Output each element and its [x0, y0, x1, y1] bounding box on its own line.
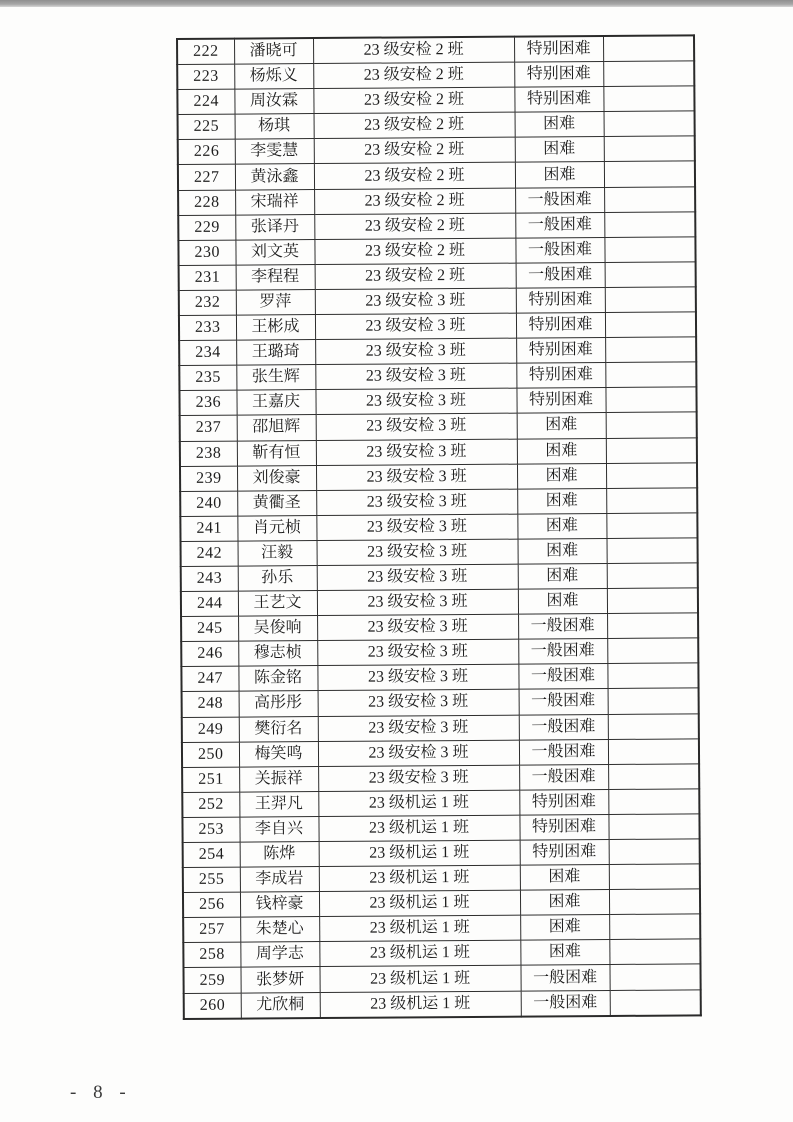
table-row [179, 387, 696, 416]
student-name-cell: 罗萍 [236, 289, 315, 315]
row-number-cell: 239 [180, 466, 237, 491]
class-name-cell: 23 级安检 2 班 [314, 112, 515, 138]
student-name-cell: 钱梓豪 [240, 892, 319, 918]
difficulty-level-cell: 一般困难 [515, 187, 604, 213]
difficulty-level-cell: 一般困难 [516, 262, 605, 288]
difficulty-level-cell: 一般困难 [519, 764, 608, 790]
table-row [179, 312, 696, 341]
student-name-cell: 王艺文 [238, 591, 317, 617]
class-name-cell: 23 级安检 3 班 [316, 489, 517, 515]
row-number-cell: 237 [180, 415, 237, 440]
difficulty-level-cell: 特别困难 [516, 338, 605, 364]
row-number-cell: 223 [177, 64, 234, 89]
student-name-cell: 张梦妍 [240, 967, 319, 993]
class-name-cell: 23 级安检 2 班 [313, 62, 514, 88]
row-number-cell: 232 [179, 290, 236, 315]
row-number-cell: 240 [180, 491, 237, 516]
difficulty-level-cell: 特别困难 [514, 62, 603, 88]
class-name-cell: 23 级安检 2 班 [314, 213, 515, 239]
note-cell [604, 136, 695, 162]
difficulty-level-cell: 困难 [518, 538, 607, 564]
difficulty-level-cell: 特别困难 [519, 789, 608, 815]
row-number-cell: 231 [179, 265, 236, 290]
class-name-cell: 23 级机运 1 班 [319, 940, 520, 966]
note-cell [606, 437, 697, 463]
row-number-cell: 235 [179, 365, 236, 390]
student-name-cell: 陈金铭 [238, 666, 317, 692]
row-number-cell: 245 [181, 616, 238, 641]
student-name-cell: 王嘉庆 [236, 390, 315, 416]
student-name-cell: 樊衍名 [239, 716, 318, 742]
table-row [182, 789, 699, 818]
difficulty-level-cell: 困难 [515, 112, 604, 138]
difficulty-level-cell: 特别困难 [519, 814, 608, 840]
class-name-cell: 23 级机运 1 班 [318, 790, 519, 816]
student-name-cell: 黄衢圣 [237, 490, 316, 516]
row-number-cell: 244 [181, 591, 238, 616]
table-row [177, 86, 694, 115]
difficulty-level-cell: 困难 [515, 137, 604, 163]
note-cell [605, 362, 696, 388]
student-name-cell: 高彤彤 [239, 691, 318, 717]
row-number-cell: 224 [177, 89, 234, 114]
row-number-cell: 253 [182, 817, 239, 842]
student-name-cell: 关振祥 [239, 766, 318, 792]
student-name-cell: 王彬成 [236, 315, 315, 341]
student-roster-table-wrap [176, 34, 702, 1019]
row-number-cell: 247 [181, 666, 238, 691]
difficulty-level-cell: 一般困难 [521, 990, 610, 1016]
class-name-cell: 23 级安检 3 班 [317, 664, 518, 690]
table-row [178, 136, 695, 165]
student-name-cell: 周学志 [240, 942, 319, 968]
table-row [178, 161, 695, 190]
student-name-cell: 肖元桢 [237, 515, 316, 541]
student-name-cell: 吴俊响 [238, 616, 317, 642]
note-cell [604, 161, 695, 187]
student-name-cell: 李雯慧 [235, 139, 314, 165]
row-number-cell: 227 [178, 165, 235, 190]
note-cell [603, 35, 694, 61]
note-cell [610, 989, 701, 1015]
note-cell [608, 738, 699, 764]
table-row [180, 437, 697, 466]
student-name-cell: 杨烁义 [234, 64, 313, 90]
class-name-cell: 23 级安检 3 班 [317, 639, 518, 665]
table-row [182, 764, 699, 793]
table-row [181, 663, 698, 692]
class-name-cell: 23 级安检 3 班 [315, 363, 516, 389]
difficulty-level-cell: 一般困难 [518, 664, 607, 690]
student-name-cell: 靳有恒 [237, 440, 316, 466]
note-cell [605, 312, 696, 338]
student-name-cell: 李自兴 [239, 816, 318, 842]
difficulty-level-cell: 困难 [517, 463, 606, 489]
class-name-cell: 23 级安检 3 班 [315, 313, 516, 339]
class-name-cell: 23 级安检 3 班 [315, 338, 516, 364]
row-number-cell: 222 [177, 39, 234, 65]
student-name-cell: 梅笑鸣 [239, 741, 318, 767]
class-name-cell: 23 级机运 1 班 [319, 915, 520, 941]
table-row [183, 939, 700, 968]
note-cell [609, 839, 700, 865]
table-row [180, 462, 697, 491]
table-row [180, 513, 697, 542]
difficulty-level-cell: 一般困难 [520, 965, 609, 991]
difficulty-level-cell: 一般困难 [518, 614, 607, 640]
difficulty-level-cell: 困难 [517, 413, 606, 439]
row-number-cell: 229 [178, 215, 235, 240]
difficulty-level-cell: 困难 [517, 438, 606, 464]
student-name-cell: 潘晓可 [234, 38, 313, 64]
student-name-cell: 王璐琦 [236, 340, 315, 366]
class-name-cell: 23 级安检 3 班 [315, 388, 516, 414]
note-cell [607, 563, 698, 589]
difficulty-level-cell: 困难 [520, 915, 609, 941]
table-row [183, 889, 700, 918]
difficulty-level-cell: 一般困难 [515, 237, 604, 263]
class-name-cell: 23 级安检 2 班 [314, 238, 515, 264]
row-number-cell: 257 [183, 917, 240, 942]
table-row [177, 61, 694, 90]
note-cell [609, 964, 700, 990]
note-cell [609, 939, 700, 965]
table-row [178, 212, 695, 241]
row-number-cell: 252 [182, 792, 239, 817]
difficulty-level-cell: 一般困难 [519, 689, 608, 715]
difficulty-level-cell: 特别困难 [516, 313, 605, 339]
class-name-cell: 23 级安检 2 班 [315, 263, 516, 289]
table-row [181, 563, 698, 592]
difficulty-level-cell: 特别困难 [516, 287, 605, 313]
class-name-cell: 23 级安检 2 班 [314, 188, 515, 214]
note-cell [604, 186, 695, 212]
class-name-cell: 23 级安检 2 班 [313, 37, 514, 64]
student-name-cell: 尤欣桐 [241, 992, 320, 1018]
student-name-cell: 宋瑞祥 [235, 189, 314, 215]
table-row [178, 237, 695, 266]
note-cell [604, 111, 695, 137]
note-cell [607, 538, 698, 564]
note-cell [608, 789, 699, 815]
student-name-cell: 周汝霖 [234, 89, 313, 115]
row-number-cell: 255 [183, 867, 240, 892]
note-cell [609, 889, 700, 915]
row-number-cell: 256 [183, 892, 240, 917]
table-row [179, 262, 696, 291]
class-name-cell: 23 级安检 3 班 [318, 740, 519, 766]
row-number-cell: 241 [180, 516, 237, 541]
difficulty-level-cell: 特别困难 [514, 87, 603, 113]
difficulty-level-cell: 困难 [520, 890, 609, 916]
class-name-cell: 23 级安检 3 班 [317, 589, 518, 615]
note-cell [606, 488, 697, 514]
note-cell [608, 713, 699, 739]
student-name-cell: 李成岩 [240, 867, 319, 893]
student-name-cell: 李程程 [236, 264, 315, 290]
row-number-cell: 250 [182, 742, 239, 767]
difficulty-level-cell: 困难 [520, 940, 609, 966]
table-row [182, 738, 699, 767]
table-row [179, 287, 696, 316]
class-name-cell: 23 级安检 3 班 [318, 765, 519, 791]
table-row [183, 964, 700, 993]
class-name-cell: 23 级机运 1 班 [319, 865, 520, 891]
table-row [178, 186, 695, 215]
row-number-cell: 249 [182, 717, 239, 742]
row-number-cell: 236 [179, 390, 236, 415]
difficulty-level-cell: 一般困难 [519, 739, 608, 765]
difficulty-level-cell: 一般困难 [519, 714, 608, 740]
class-name-cell: 23 级安检 3 班 [318, 715, 519, 741]
note-cell [608, 688, 699, 714]
class-name-cell: 23 级安检 2 班 [314, 138, 515, 164]
student-name-cell: 陈烨 [240, 842, 319, 868]
difficulty-level-cell: 困难 [515, 162, 604, 188]
note-cell [604, 237, 695, 263]
note-cell [607, 638, 698, 664]
class-name-cell: 23 级机运 1 班 [318, 815, 519, 841]
note-cell [604, 212, 695, 238]
difficulty-level-cell: 困难 [517, 488, 606, 514]
class-name-cell: 23 级安检 3 班 [317, 564, 518, 590]
row-number-cell: 259 [183, 968, 240, 993]
difficulty-level-cell: 特别困难 [516, 363, 605, 389]
note-cell [603, 61, 694, 87]
difficulty-level-cell: 一般困难 [515, 212, 604, 238]
class-name-cell: 23 级安检 3 班 [316, 514, 517, 540]
row-number-cell: 258 [183, 942, 240, 967]
table-row [182, 688, 699, 717]
table-row [180, 412, 697, 441]
difficulty-level-cell: 特别困难 [520, 839, 609, 865]
student-name-cell: 张生辉 [236, 365, 315, 391]
student-name-cell: 刘俊豪 [237, 465, 316, 491]
student-name-cell: 邵旭辉 [237, 415, 316, 441]
table-row [181, 638, 698, 667]
table-row [179, 362, 696, 391]
table-row [183, 864, 700, 893]
note-cell [603, 86, 694, 112]
table-row [183, 914, 700, 943]
student-name-cell: 孙乐 [238, 565, 317, 591]
class-name-cell: 23 级安检 3 班 [317, 614, 518, 640]
row-number-cell: 251 [182, 767, 239, 792]
student-name-cell: 张译丹 [235, 214, 314, 240]
difficulty-level-cell: 困难 [518, 589, 607, 615]
row-number-cell: 243 [181, 566, 238, 591]
class-name-cell: 23 级安检 2 班 [314, 163, 515, 189]
row-number-cell: 230 [178, 240, 235, 265]
class-name-cell: 23 级机运 1 班 [319, 890, 520, 916]
note-cell [605, 262, 696, 288]
note-cell [607, 588, 698, 614]
note-cell [607, 663, 698, 689]
class-name-cell: 23 级机运 1 班 [319, 966, 520, 992]
note-cell [606, 412, 697, 438]
row-number-cell: 226 [178, 139, 235, 164]
table-row [184, 989, 701, 1018]
class-name-cell: 23 级安检 3 班 [315, 288, 516, 314]
table-row [178, 111, 695, 140]
row-number-cell: 260 [184, 993, 241, 1019]
difficulty-level-cell: 困难 [517, 513, 606, 539]
page-number: - 8 - [70, 1082, 132, 1103]
difficulty-level-cell: 困难 [520, 865, 609, 891]
difficulty-level-cell: 困难 [518, 563, 607, 589]
table-row [181, 613, 698, 642]
student-name-cell: 穆志桢 [238, 641, 317, 667]
class-name-cell: 23 级安检 2 班 [313, 87, 514, 113]
note-cell [605, 287, 696, 313]
difficulty-level-cell: 一般困难 [518, 639, 607, 665]
note-cell [606, 513, 697, 539]
note-cell [607, 613, 698, 639]
student-name-cell: 朱楚心 [240, 917, 319, 943]
class-name-cell: 23 级安检 3 班 [316, 414, 517, 440]
student-name-cell: 王羿凡 [239, 791, 318, 817]
student-name-cell: 汪毅 [238, 540, 317, 566]
note-cell [609, 864, 700, 890]
row-number-cell: 228 [178, 190, 235, 215]
note-cell [605, 387, 696, 413]
table-row [181, 588, 698, 617]
class-name-cell: 23 级安检 3 班 [316, 439, 517, 465]
row-number-cell: 233 [179, 315, 236, 340]
table-row [182, 814, 699, 843]
note-cell [609, 914, 700, 940]
class-name-cell: 23 级机运 1 班 [320, 991, 521, 1018]
row-number-cell: 248 [182, 692, 239, 717]
class-name-cell: 23 级安检 3 班 [316, 464, 517, 490]
table-row [182, 713, 699, 742]
row-number-cell: 238 [180, 441, 237, 466]
difficulty-level-cell: 特别困难 [516, 388, 605, 414]
class-name-cell: 23 级安检 3 班 [317, 539, 518, 565]
row-number-cell: 225 [178, 114, 235, 139]
note-cell [606, 462, 697, 488]
note-cell [608, 764, 699, 790]
student-name-cell: 刘文英 [235, 239, 314, 265]
row-number-cell: 234 [179, 340, 236, 365]
difficulty-level-cell: 特别困难 [514, 36, 603, 62]
student-name-cell: 黄泳鑫 [235, 164, 314, 190]
table-row [183, 839, 700, 868]
note-cell [605, 337, 696, 363]
note-cell [608, 814, 699, 840]
row-number-cell: 254 [183, 842, 240, 867]
scan-edge-shadow [0, 0, 793, 7]
row-number-cell: 242 [181, 541, 238, 566]
class-name-cell: 23 级机运 1 班 [319, 840, 520, 866]
table-row [179, 337, 696, 366]
student-roster-table [176, 34, 702, 1019]
row-number-cell: 246 [181, 641, 238, 666]
table-row [177, 35, 694, 64]
student-name-cell: 杨琪 [235, 114, 314, 140]
table-row [181, 538, 698, 567]
class-name-cell: 23 级安检 3 班 [318, 690, 519, 716]
table-row [180, 488, 697, 517]
